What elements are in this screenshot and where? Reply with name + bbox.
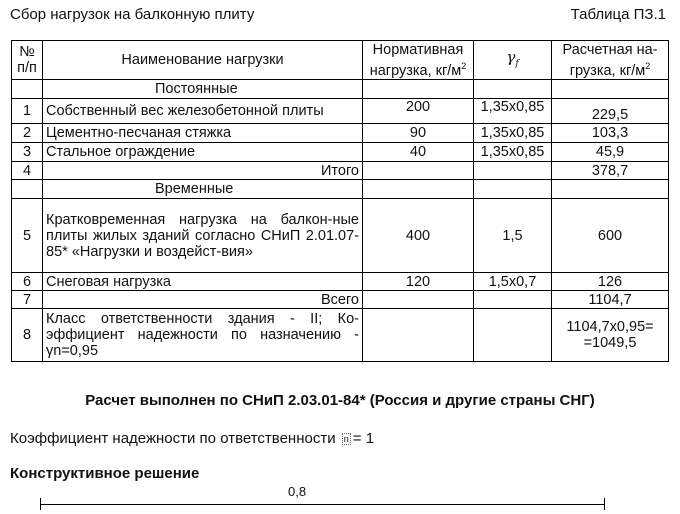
row-factor: 1,5	[474, 199, 552, 273]
total-value: 1104,7	[552, 291, 669, 309]
total-row-permanent	[12, 162, 669, 180]
dimension-label: 0,8	[288, 484, 307, 499]
row-name: Снеговая нагрузка	[43, 273, 363, 291]
row-name: Стальное ограждение	[43, 143, 363, 162]
cell-empty	[552, 80, 669, 99]
dimension-tick-right	[604, 498, 605, 510]
col-norm-label: Нормативная нагрузка, кг/м	[369, 41, 464, 79]
row-num: 4	[12, 162, 43, 180]
row-num: 5	[12, 199, 43, 273]
row-factor: 1,35х0,85	[474, 99, 552, 124]
row-num: 3	[12, 143, 43, 162]
table-row	[12, 199, 669, 273]
row-factor: 1,35х0,85	[474, 124, 552, 143]
section-label-permanent: Постоянные	[43, 80, 363, 99]
row-calc: 229,5	[552, 99, 669, 124]
row-calc: 600	[552, 199, 669, 273]
gamma-symbol	[506, 47, 519, 69]
class-calc-line1: 1104,7х0,95=	[566, 319, 654, 335]
total-value: 378,7	[552, 162, 669, 180]
row-num: 1	[12, 99, 43, 124]
row-norm: 400	[363, 199, 474, 273]
row-norm: 90	[363, 124, 474, 143]
total-row-all	[12, 291, 669, 309]
row-calc: 45,9	[552, 143, 669, 162]
cell-empty	[474, 180, 552, 199]
table-row	[12, 143, 669, 162]
cell-empty	[363, 80, 474, 99]
col-factor-header	[474, 41, 552, 80]
col-calc-header	[552, 41, 669, 80]
coefficient-value: = 1	[352, 430, 375, 447]
unit-power: 2	[461, 60, 467, 71]
cell-empty	[363, 309, 474, 362]
cell-empty	[474, 309, 552, 362]
row-name: Собственный вес железобетонной плиты	[43, 99, 363, 124]
col-num-header: № п/п	[12, 41, 43, 80]
section-row-permanent	[12, 80, 669, 99]
unit-power: 2	[645, 60, 651, 71]
cell-empty	[363, 291, 474, 309]
table-row	[12, 99, 669, 124]
cell-empty	[474, 162, 552, 180]
row-name: Цементно-песчаная стяжка	[43, 124, 363, 143]
section-row-temporary	[12, 180, 669, 199]
table-reference: Таблица ПЗ.1	[570, 6, 666, 23]
row-name: Кратковременная нагрузка на балкон-ные плиты жилых зданий согласно СНиП 2.01.07-85* «Нагрузки и воздейст-вия»	[43, 199, 363, 273]
table-header-row	[12, 41, 669, 80]
dimension-tick-left	[40, 498, 41, 510]
dimension-line	[40, 504, 605, 505]
row-calc: 126	[552, 273, 669, 291]
total-label: Всего	[43, 291, 363, 309]
row-num: 6	[12, 273, 43, 291]
row-calc: 103,3	[552, 124, 669, 143]
col-name-header: Наименование нагрузки	[43, 41, 363, 80]
table-row-class	[12, 309, 669, 362]
coefficient-text: Коэффициент надежности по ответственности	[10, 430, 336, 447]
section-label-temporary: Временные	[43, 180, 363, 199]
gamma-placeholder	[342, 433, 351, 445]
coefficient-sub: n	[343, 434, 349, 445]
row-norm: 120	[363, 273, 474, 291]
gamma-letter: γ	[506, 47, 516, 66]
row-norm: 200	[363, 99, 474, 124]
col-calc-label: Расчетная на-грузка, кг/м	[562, 41, 658, 79]
row-norm: 40	[363, 143, 474, 162]
total-label: Итого	[43, 162, 363, 180]
cell-empty	[12, 80, 43, 99]
document-title: Сбор нагрузок на балконную плиту	[10, 6, 255, 23]
constructive-heading: Конструктивное решение	[10, 465, 200, 482]
cell-empty	[474, 80, 552, 99]
row-num: 7	[12, 291, 43, 309]
table-row	[12, 124, 669, 143]
class-calc-line2: =1049,5	[583, 335, 637, 351]
cell-empty	[12, 180, 43, 199]
row-num: 8	[12, 309, 43, 362]
cell-empty	[474, 291, 552, 309]
coefficient-line	[10, 430, 374, 447]
row-name: Класс ответственности здания - II; Ко-эффициент надежности по назначению - γn=0,95	[43, 309, 363, 362]
row-factor: 1,5х0,7	[474, 273, 552, 291]
col-norm-header	[363, 41, 474, 80]
gamma-sub: f	[515, 58, 519, 69]
cell-empty	[363, 180, 474, 199]
table-row	[12, 273, 669, 291]
cell-empty	[363, 162, 474, 180]
loads-table	[11, 40, 669, 362]
cell-empty	[552, 180, 669, 199]
calc-note: Расчет выполнен по СНиП 2.03.01-84* (Россия и другие страны СНГ)	[85, 392, 595, 409]
class-calc	[552, 309, 669, 362]
row-factor: 1,35х0,85	[474, 143, 552, 162]
row-num: 2	[12, 124, 43, 143]
